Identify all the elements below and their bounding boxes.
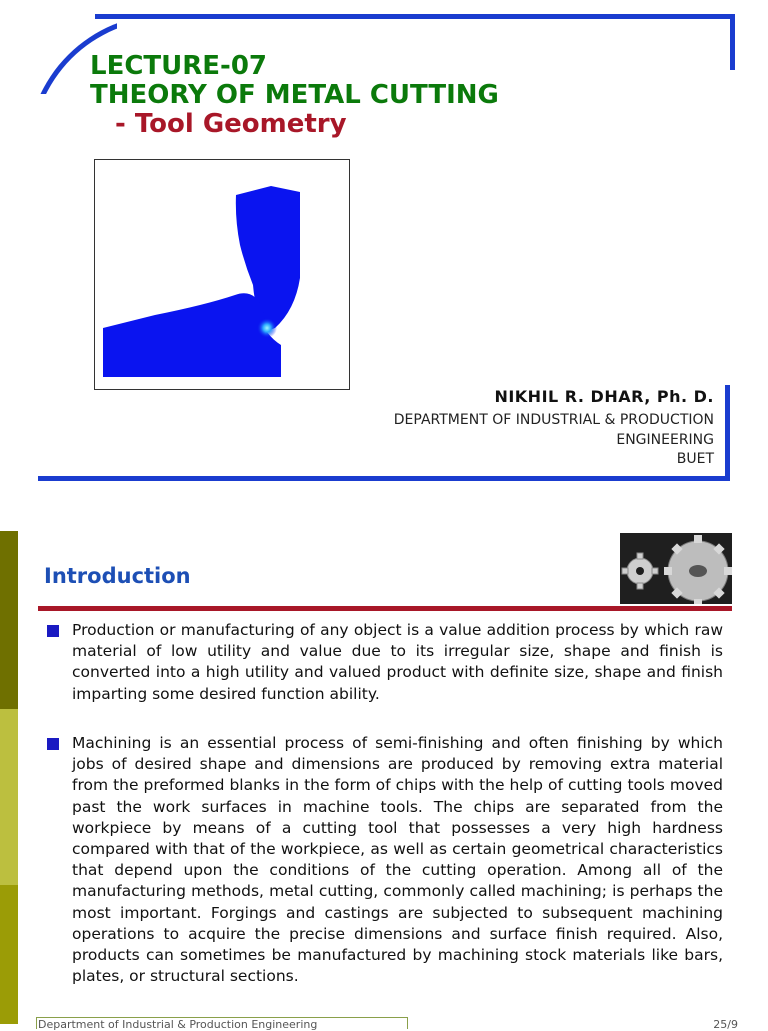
frame-top-line <box>95 14 733 19</box>
frame-right-bottom-line <box>725 385 730 481</box>
bullet-text: Production or manufacturing of any object is a value addition process by which raw material of low utility and value due to its irregular size, shape and finish is converted into a high utility and valued product with definite size, shape and finish imparting some desired function ability. <box>72 621 723 703</box>
chip-formation-figure <box>94 159 350 390</box>
frame-right-top-line <box>730 14 735 70</box>
lecture-number: LECTURE-07 <box>90 51 268 81</box>
side-bar-segment <box>0 531 18 709</box>
author-name: NIKHIL R. DHAR, Ph. D. <box>494 387 714 406</box>
dept-line-3: BUET <box>676 451 714 467</box>
side-bar-segment <box>0 709 18 885</box>
gears-icon <box>620 533 732 604</box>
list-item <box>47 620 723 705</box>
section-heading: Introduction <box>44 564 191 588</box>
square-bullet-icon <box>47 625 59 637</box>
square-bullet-icon <box>47 738 59 750</box>
footer-department: Department of Industrial & Production Engineering <box>38 1018 318 1031</box>
department <box>294 411 714 470</box>
chip-formation-image <box>95 160 351 391</box>
side-bar-segment <box>0 885 18 1024</box>
lecture-subtitle: - Tool Geometry <box>115 109 347 139</box>
heading-rule <box>38 606 732 611</box>
lecture-topic: THEORY OF METAL CUTTING <box>90 80 499 110</box>
gears-graphic <box>620 533 732 604</box>
footer-page-number: 25/9 <box>713 1018 738 1031</box>
dept-line-2: ENGINEERING <box>616 431 714 448</box>
dept-line-1: DEPARTMENT OF INDUSTRIAL & PRODUCTION <box>393 412 714 428</box>
introduction-slide <box>0 531 768 1031</box>
list-item <box>47 733 723 987</box>
frame-bottom-line <box>38 476 730 481</box>
lecture-title <box>90 52 499 110</box>
bullet-text: Machining is an essential process of semi-finishing and often finishing by which jobs of desired shape and dimensions are produced by removing extra material from the preformed blanks in the form of chips with the help of cutting tools moved past the work surfaces in machine tools. The chips are separated from the workpiece by means of a cutting tool that possesses a very high hardness compared with that of the workpiece, as well as certain geometrical characteristics that depend upon the conditions of the cutting operation. Among all of the manufacturing methods, metal cutting, commonly called machining; is perhaps the most important. Forgings and castings are subjected to subsequent machining operations to acquire the precise dimensions and surface finish required. Also, products can sometimes be manufactured by machining stock materials like bars, plates, or structural sections. <box>72 734 723 986</box>
title-slide <box>0 0 768 500</box>
